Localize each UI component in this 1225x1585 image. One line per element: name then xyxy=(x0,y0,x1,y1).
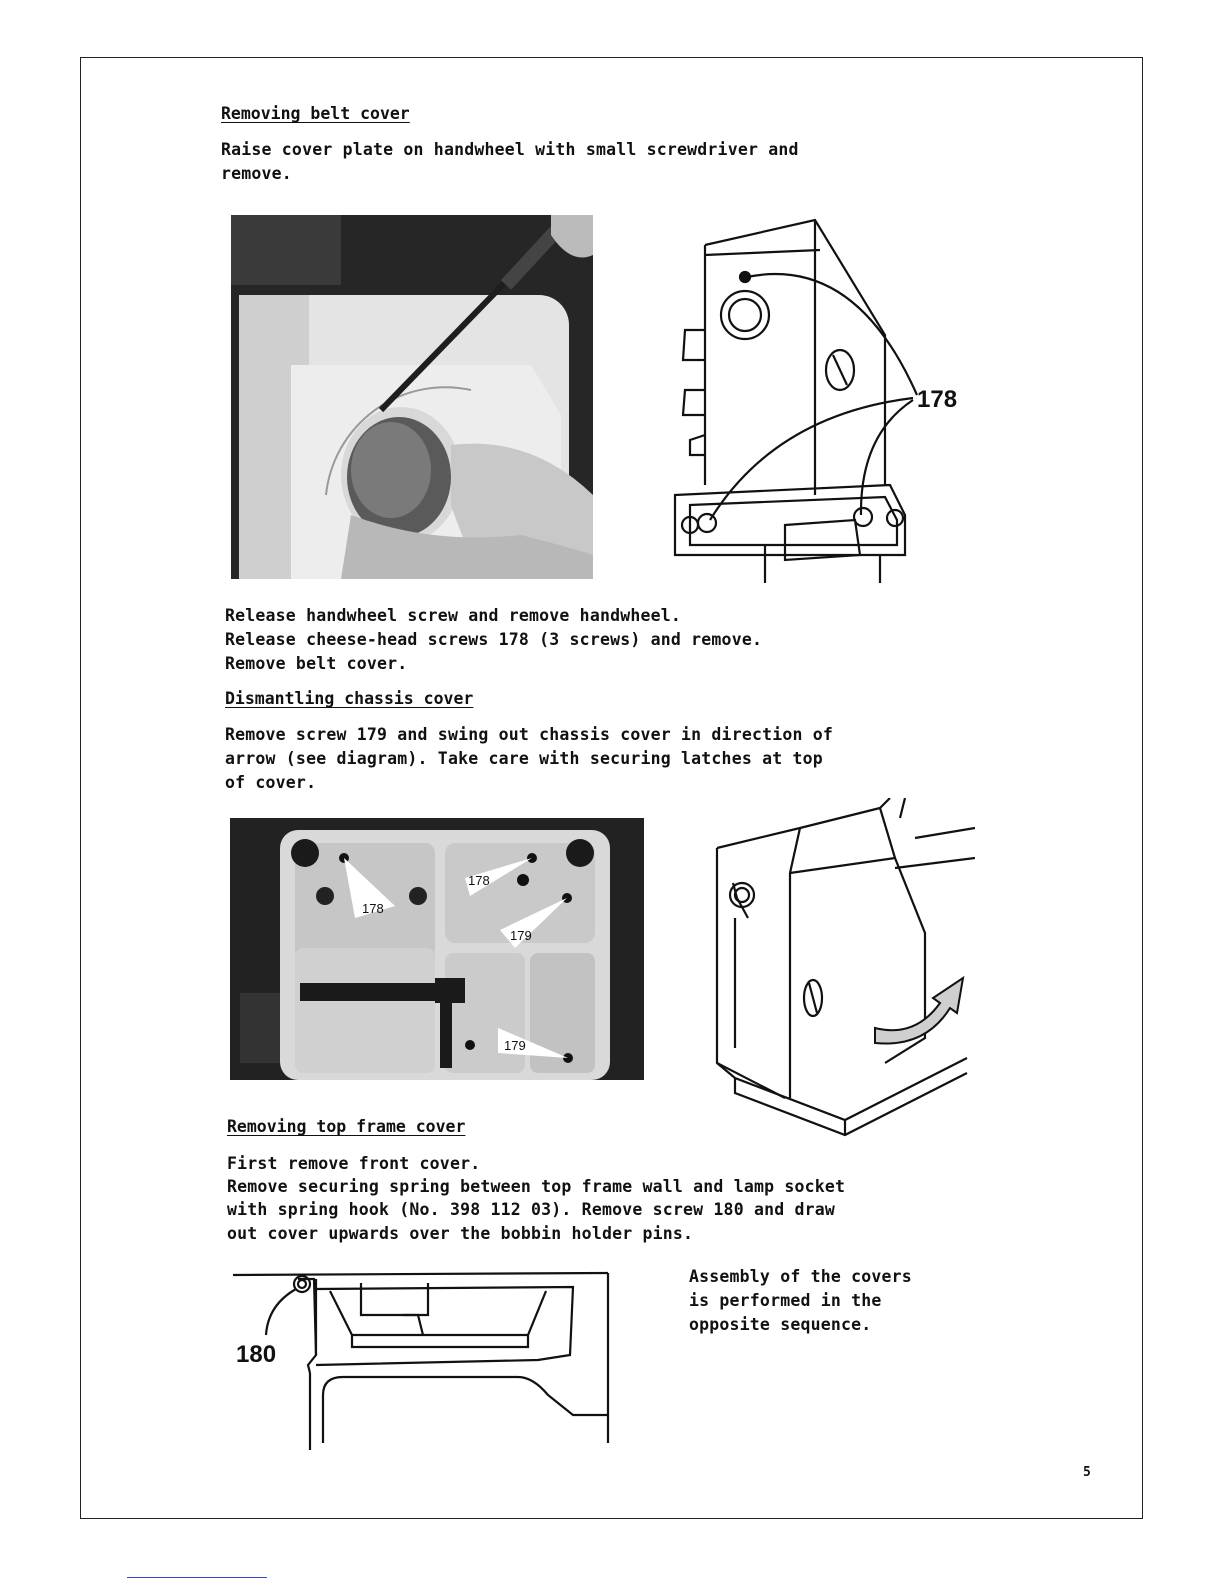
diagram-chassis-cover-swing xyxy=(705,798,975,1148)
photo-label-178-b: 178 xyxy=(468,873,490,888)
heading-removing-top-frame-cover: Removing top frame cover xyxy=(227,1117,466,1136)
assembly-line-3: opposite sequence. xyxy=(689,1315,872,1334)
heading-removing-belt-cover: Removing belt cover xyxy=(221,104,410,123)
diagram-belt-cover-screws xyxy=(655,215,965,583)
topframe-text-line-3: with spring hook (No. 398 112 03). Remove screw 180 and draw xyxy=(227,1200,836,1219)
topframe-text-line-2: Remove securing spring between top frame wall and lamp socket xyxy=(227,1177,846,1196)
bottom-link-underline xyxy=(127,1577,267,1579)
belt-text-line-2: remove. xyxy=(221,164,292,183)
photo-label-179-b: 179 xyxy=(504,1038,526,1053)
photo-chassis-underside xyxy=(230,818,644,1080)
topframe-text-line-4: out cover upwards over the bobbin holder pins. xyxy=(227,1224,694,1243)
topframe-text-line-1: First remove front cover. xyxy=(227,1154,481,1173)
chassis-text-line-1: Remove screw 179 and swing out chassis cover in direction of xyxy=(225,725,834,744)
assembly-line-1: Assembly of the covers xyxy=(689,1267,912,1286)
assembly-line-2: is performed in the xyxy=(689,1291,882,1310)
belt-after-line-1: Release handwheel screw and remove handwheel. xyxy=(225,606,682,625)
chassis-text-line-3: of cover. xyxy=(225,773,317,792)
label-180: 180 xyxy=(236,1341,277,1368)
chassis-text-line-2: arrow (see diagram). Take care with securing latches at top xyxy=(225,749,823,768)
page-number: 5 xyxy=(1083,1465,1091,1480)
photo-label-178-a: 178 xyxy=(362,901,384,916)
diagram-top-frame-screw-180 xyxy=(228,1265,613,1450)
belt-after-line-2: Release cheese-head screws 178 (3 screws) and remove. xyxy=(225,630,763,649)
photo-handwheel-cover-plate xyxy=(231,215,593,579)
photo-label-179-a: 179 xyxy=(510,928,532,943)
label-178: 178 xyxy=(917,386,958,413)
heading-dismantling-chassis-cover: Dismantling chassis cover xyxy=(225,689,474,708)
belt-text-line-1: Raise cover plate on handwheel with small screwdriver and xyxy=(221,140,799,159)
belt-after-line-3: Remove belt cover. xyxy=(225,654,408,673)
